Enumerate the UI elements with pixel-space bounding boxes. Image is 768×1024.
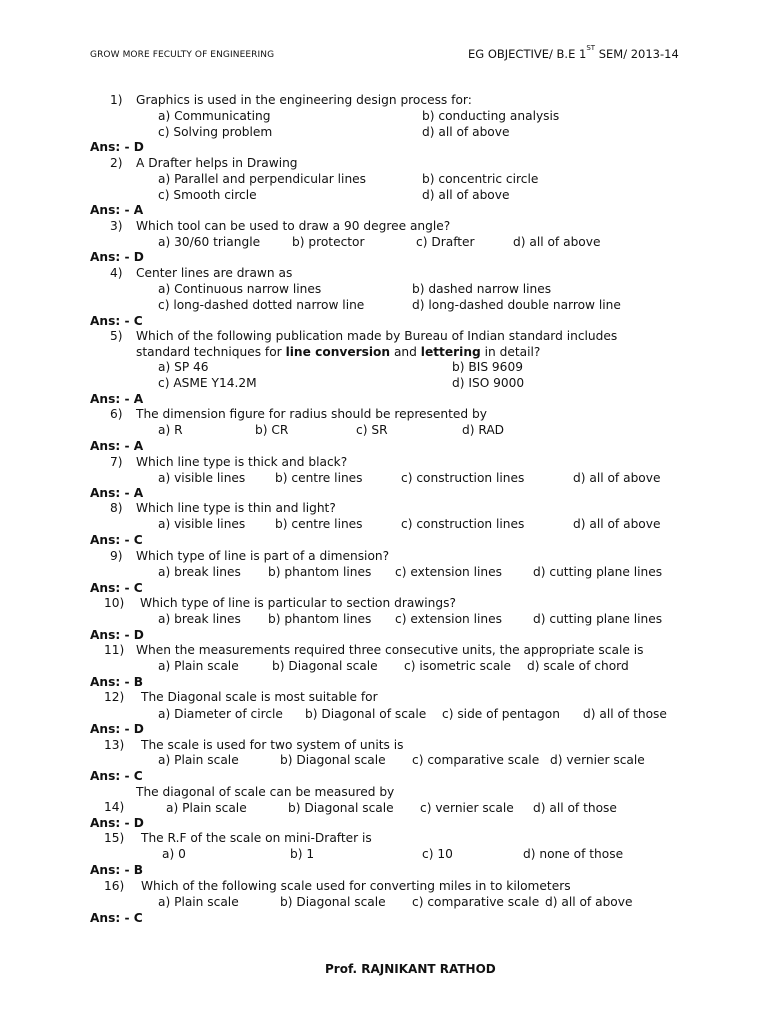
option-d: d) all of above	[422, 125, 510, 139]
option-a: a) Diameter of circle	[158, 707, 283, 721]
option-b: b) centre lines	[275, 517, 363, 531]
option-d: d) all of those	[533, 801, 617, 815]
question-3	[110, 219, 450, 233]
question-1	[110, 93, 472, 107]
option-d: d) RAD	[462, 423, 505, 437]
option-b: b) Diagonal scale	[280, 753, 386, 767]
option-b: b) Diagonal of scale	[305, 707, 427, 721]
answer: Ans: - C	[90, 581, 143, 595]
option-c: c) construction lines	[401, 517, 525, 531]
question-2	[110, 156, 298, 170]
option-a: a) Communicating	[158, 109, 271, 123]
option-b: b) CR	[255, 423, 289, 437]
bold-term: line conversion	[285, 345, 391, 359]
option-d: d) cutting plane lines	[533, 612, 663, 626]
header-superscript: ST	[586, 44, 596, 52]
question-text: Which of the following scale used for converting miles in to kilometers	[141, 879, 571, 893]
option-b: b) dashed narrow lines	[412, 282, 552, 296]
option-a: a) Plain scale	[166, 801, 247, 815]
answer: Ans: - C	[90, 911, 143, 925]
question-number: 16)	[104, 879, 125, 893]
option-d: d) long-dashed double narrow line	[412, 298, 621, 312]
question-9	[110, 549, 389, 563]
footer-author: Prof. RAJNIKANT RATHOD	[325, 962, 496, 976]
question-text: Center lines are drawn as	[136, 266, 293, 280]
question-16	[104, 879, 571, 893]
question-text: and	[390, 345, 421, 359]
option-c: c) SR	[356, 423, 388, 437]
option-a: a) 0	[162, 847, 186, 861]
question-5	[110, 329, 617, 343]
option-c: c) extension lines	[395, 612, 502, 626]
option-a: a) SP 46	[158, 360, 209, 374]
answer: Ans: - A	[90, 392, 144, 406]
question-14-intro: The diagonal of scale can be measured by	[136, 785, 395, 799]
option-a: a) Plain scale	[158, 895, 239, 909]
option-b: b) 1	[290, 847, 315, 861]
question-number: 6)	[110, 407, 123, 421]
option-a: a) Parallel and perpendicular lines	[158, 172, 367, 186]
option-c: c) construction lines	[401, 471, 525, 485]
option-a: a) Plain scale	[158, 753, 239, 767]
answer: Ans: - C	[90, 769, 143, 783]
option-c: c) 10	[422, 847, 453, 861]
question-number: 7)	[110, 455, 123, 469]
question-number: 9)	[110, 549, 123, 563]
option-d: d) all of those	[583, 707, 667, 721]
answer: Ans: - D	[90, 628, 144, 642]
option-d: d) scale of chord	[527, 659, 629, 673]
question-text: The Diagonal scale is most suitable for	[141, 690, 378, 704]
header-right-text-end: SEM/ 2013-14	[595, 47, 679, 61]
option-d: d) all of above	[573, 471, 661, 485]
answer: Ans: - C	[90, 533, 143, 547]
option-a: a) visible lines	[158, 517, 246, 531]
option-c: c) Solving problem	[158, 125, 273, 139]
option-d: d) none of those	[523, 847, 624, 861]
question-number: 4)	[110, 266, 123, 280]
answer: Ans: - D	[90, 140, 144, 154]
question-number: 12)	[104, 690, 125, 704]
question-number: 15)	[104, 831, 125, 845]
option-b: b) Diagonal scale	[272, 659, 378, 673]
answer: Ans: - C	[90, 314, 143, 328]
question-number: 10)	[104, 596, 125, 610]
option-b: b) centre lines	[275, 471, 363, 485]
option-d: d) ISO 9000	[452, 376, 525, 390]
question-text: Which type of line is part of a dimension?	[136, 549, 390, 563]
question-10	[104, 596, 456, 610]
question-text: Which type of line is particular to section drawings?	[140, 596, 456, 610]
header-left: GROW MORE FECULTY OF ENGINEERING	[90, 50, 275, 60]
question-number: 3)	[110, 219, 123, 233]
question-7	[110, 455, 347, 469]
question-text: When the measurements required three consecutive units, the appropriate scale is	[136, 643, 644, 657]
option-c: c) Drafter	[416, 235, 475, 249]
question-text: Which line type is thick and black?	[136, 455, 348, 469]
option-a: a) break lines	[158, 612, 241, 626]
question-text: Which tool can be used to draw a 90 degree angle?	[136, 219, 451, 233]
option-a: a) 30/60 triangle	[158, 235, 261, 249]
answer: Ans: - B	[90, 863, 144, 877]
answer: Ans: - A	[90, 486, 144, 500]
header-right	[468, 44, 679, 61]
option-b: b) conducting analysis	[422, 109, 560, 123]
question-13	[104, 738, 403, 752]
question-text: standard techniques for	[136, 345, 286, 359]
option-c: c) ASME Y14.2M	[158, 376, 257, 390]
option-d: d) cutting plane lines	[533, 565, 663, 579]
question-number: 14)	[104, 800, 125, 814]
answer: Ans: - A	[90, 439, 144, 453]
option-c: c) long-dashed dotted narrow line	[158, 298, 365, 312]
question-number: 11)	[104, 643, 125, 657]
question-number: 13)	[104, 738, 125, 752]
question-number: 2)	[110, 156, 123, 170]
option-c: c) vernier scale	[420, 801, 514, 815]
option-b: b) phantom lines	[268, 612, 372, 626]
question-6	[110, 407, 487, 421]
option-c: c) comparative scale	[412, 753, 540, 767]
question-text: The scale is used for two system of units is	[141, 738, 404, 752]
bold-term: lettering	[420, 345, 481, 359]
question-11	[104, 643, 643, 657]
option-d: d) all of above	[545, 895, 633, 909]
question-text: in detail?	[480, 345, 541, 359]
option-a: a) Plain scale	[158, 659, 239, 673]
question-15	[104, 831, 372, 845]
option-b: b) protector	[292, 235, 365, 249]
option-a: a) break lines	[158, 565, 241, 579]
option-b: b) concentric circle	[422, 172, 539, 186]
option-c: c) comparative scale	[412, 895, 540, 909]
option-b: b) BIS 9609	[452, 360, 523, 374]
question-text: Graphics is used in the engineering design process for:	[136, 93, 472, 107]
option-a: a) Continuous narrow lines	[158, 282, 322, 296]
option-c: c) side of pentagon	[442, 707, 560, 721]
option-b: b) phantom lines	[268, 565, 372, 579]
option-b: b) Diagonal scale	[280, 895, 386, 909]
option-c: c) isometric scale	[404, 659, 512, 673]
question-text: The dimension figure for radius should be represented by	[136, 407, 487, 421]
question-text: A Drafter helps in Drawing	[136, 156, 298, 170]
header-right-text: EG OBJECTIVE/ B.E 1	[468, 47, 587, 61]
answer: Ans: - D	[90, 250, 144, 264]
question-5-continued	[136, 345, 540, 359]
question-text: Which line type is thin and light?	[136, 501, 336, 515]
option-a: a) R	[158, 423, 183, 437]
question-number: 8)	[110, 501, 123, 515]
question-text: Which of the following publication made by Bureau of Indian standard includes	[136, 329, 618, 343]
question-12	[104, 690, 378, 704]
option-b: b) Diagonal scale	[288, 801, 394, 815]
question-text: The R.F of the scale on mini-Drafter is	[141, 831, 372, 845]
question-number: 1)	[110, 93, 123, 107]
option-d: d) all of above	[573, 517, 661, 531]
question-number: 5)	[110, 329, 123, 343]
answer: Ans: - A	[90, 203, 144, 217]
question-8	[110, 501, 336, 515]
option-a: a) visible lines	[158, 471, 246, 485]
option-d: d) vernier scale	[550, 753, 645, 767]
answer: Ans: - D	[90, 816, 144, 830]
option-d: d) all of above	[422, 188, 510, 202]
option-c: c) Smooth circle	[158, 188, 257, 202]
answer: Ans: - B	[90, 675, 144, 689]
option-c: c) extension lines	[395, 565, 502, 579]
answer: Ans: - D	[90, 722, 144, 736]
option-d: d) all of above	[513, 235, 601, 249]
question-14	[104, 800, 141, 814]
question-4	[110, 266, 292, 280]
